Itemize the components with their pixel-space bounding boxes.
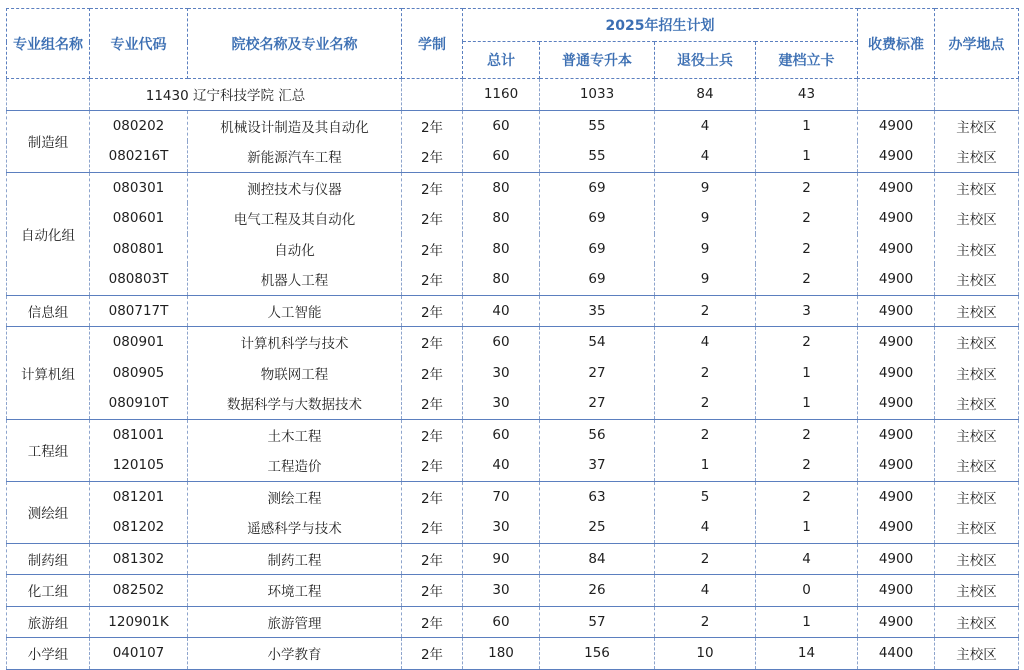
total-cell: 30 — [463, 575, 540, 607]
summary-empty-cell — [935, 79, 1019, 111]
total-cell: 30 — [463, 358, 540, 389]
table-row — [7, 141, 1019, 172]
duration-cell: 2年 — [402, 388, 463, 419]
duration-cell: 2年 — [402, 575, 463, 607]
regular-cell: 37 — [540, 450, 655, 481]
regular-cell: 69 — [540, 234, 655, 265]
tuition-cell: 4900 — [858, 606, 935, 638]
major-code-cell: 040107 — [90, 638, 188, 670]
duration-cell: 2年 — [402, 327, 463, 358]
veterans-cell: 5 — [655, 481, 756, 512]
tuition-cell: 4900 — [858, 388, 935, 419]
regular-cell: 69 — [540, 172, 655, 203]
table-row — [7, 638, 1019, 670]
total-cell: 60 — [463, 327, 540, 358]
tuition-cell: 4900 — [858, 172, 935, 203]
major-name-cell: 数据科学与大数据技术 — [188, 388, 402, 419]
total-cell: 90 — [463, 543, 540, 575]
duration-cell: 2年 — [402, 358, 463, 389]
header-regular: 普通专升本 — [540, 42, 655, 79]
tuition-cell: 4900 — [858, 358, 935, 389]
regular-cell: 57 — [540, 606, 655, 638]
veterans-cell: 9 — [655, 264, 756, 295]
tuition-cell: 4900 — [858, 575, 935, 607]
table-row — [7, 481, 1019, 512]
poverty-cell: 2 — [756, 264, 858, 295]
veterans-cell: 4 — [655, 327, 756, 358]
veterans-cell: 4 — [655, 512, 756, 543]
location-cell: 主校区 — [935, 481, 1019, 512]
poverty-cell: 2 — [756, 481, 858, 512]
regular-cell: 25 — [540, 512, 655, 543]
header-poverty: 建档立卡 — [756, 42, 858, 79]
summary-row — [7, 79, 1019, 111]
duration-cell: 2年 — [402, 543, 463, 575]
duration-cell: 2年 — [402, 638, 463, 670]
table-row — [7, 203, 1019, 234]
poverty-cell: 2 — [756, 172, 858, 203]
table-row — [7, 512, 1019, 543]
total-cell: 60 — [463, 419, 540, 450]
location-cell: 主校区 — [935, 638, 1019, 670]
group-name-cell: 制药组 — [7, 543, 90, 575]
major-name-cell: 旅游管理 — [188, 606, 402, 638]
veterans-cell: 9 — [655, 234, 756, 265]
major-code-cell: 080905 — [90, 358, 188, 389]
summary-veterans: 84 — [655, 79, 756, 111]
major-code-cell: 080803T — [90, 264, 188, 295]
major-name-cell: 电气工程及其自动化 — [188, 203, 402, 234]
veterans-cell: 2 — [655, 419, 756, 450]
tuition-cell: 4900 — [858, 543, 935, 575]
major-name-cell: 机械设计制造及其自动化 — [188, 110, 402, 141]
regular-cell: 69 — [540, 203, 655, 234]
regular-cell: 54 — [540, 327, 655, 358]
veterans-cell: 4 — [655, 110, 756, 141]
veterans-cell: 2 — [655, 358, 756, 389]
poverty-cell: 2 — [756, 203, 858, 234]
table-row — [7, 419, 1019, 450]
group-name-cell: 工程组 — [7, 419, 90, 481]
major-name-cell: 制药工程 — [188, 543, 402, 575]
major-name-cell: 土木工程 — [188, 419, 402, 450]
total-cell: 180 — [463, 638, 540, 670]
location-cell: 主校区 — [935, 419, 1019, 450]
major-code-cell: 080901 — [90, 327, 188, 358]
location-cell: 主校区 — [935, 358, 1019, 389]
total-cell: 70 — [463, 481, 540, 512]
total-cell: 40 — [463, 450, 540, 481]
duration-cell: 2年 — [402, 481, 463, 512]
location-cell: 主校区 — [935, 203, 1019, 234]
major-code-cell: 081001 — [90, 419, 188, 450]
veterans-cell: 1 — [655, 450, 756, 481]
table-row — [7, 295, 1019, 327]
tuition-cell: 4900 — [858, 141, 935, 172]
summary-total: 1160 — [463, 79, 540, 111]
poverty-cell: 2 — [756, 234, 858, 265]
tuition-cell: 4900 — [858, 450, 935, 481]
major-name-cell: 机器人工程 — [188, 264, 402, 295]
total-cell: 60 — [463, 141, 540, 172]
major-code-cell: 080910T — [90, 388, 188, 419]
regular-cell: 84 — [540, 543, 655, 575]
regular-cell: 35 — [540, 295, 655, 327]
table-row — [7, 264, 1019, 295]
table-header — [7, 9, 1019, 79]
veterans-cell: 4 — [655, 575, 756, 607]
major-name-cell: 人工智能 — [188, 295, 402, 327]
total-cell: 80 — [463, 264, 540, 295]
poverty-cell: 1 — [756, 606, 858, 638]
major-name-cell: 自动化 — [188, 234, 402, 265]
tuition-cell: 4900 — [858, 481, 935, 512]
table-row — [7, 358, 1019, 389]
location-cell: 主校区 — [935, 512, 1019, 543]
major-name-cell: 小学教育 — [188, 638, 402, 670]
veterans-cell: 9 — [655, 172, 756, 203]
veterans-cell: 10 — [655, 638, 756, 670]
group-name-cell: 制造组 — [7, 110, 90, 172]
major-name-cell: 新能源汽车工程 — [188, 141, 402, 172]
major-name-cell: 测绘工程 — [188, 481, 402, 512]
table-row — [7, 543, 1019, 575]
veterans-cell: 4 — [655, 141, 756, 172]
header-location: 办学地点 — [935, 9, 1019, 79]
duration-cell: 2年 — [402, 234, 463, 265]
location-cell: 主校区 — [935, 606, 1019, 638]
header-major-code: 专业代码 — [90, 9, 188, 79]
major-name-cell: 工程造价 — [188, 450, 402, 481]
total-cell: 80 — [463, 172, 540, 203]
duration-cell: 2年 — [402, 172, 463, 203]
poverty-cell: 4 — [756, 543, 858, 575]
table-body — [7, 79, 1019, 670]
tuition-cell: 4900 — [858, 419, 935, 450]
duration-cell: 2年 — [402, 203, 463, 234]
regular-cell: 69 — [540, 264, 655, 295]
regular-cell: 26 — [540, 575, 655, 607]
regular-cell: 55 — [540, 110, 655, 141]
poverty-cell: 2 — [756, 327, 858, 358]
duration-cell: 2年 — [402, 264, 463, 295]
duration-cell: 2年 — [402, 450, 463, 481]
veterans-cell: 2 — [655, 606, 756, 638]
total-cell: 80 — [463, 234, 540, 265]
major-code-cell: 120105 — [90, 450, 188, 481]
table-row — [7, 606, 1019, 638]
location-cell: 主校区 — [935, 141, 1019, 172]
group-name-cell: 测绘组 — [7, 481, 90, 543]
group-name-cell: 旅游组 — [7, 606, 90, 638]
regular-cell: 63 — [540, 481, 655, 512]
summary-poverty: 43 — [756, 79, 858, 111]
header-duration: 学制 — [402, 9, 463, 79]
major-code-cell: 081201 — [90, 481, 188, 512]
total-cell: 30 — [463, 388, 540, 419]
regular-cell: 56 — [540, 419, 655, 450]
group-name-cell: 自动化组 — [7, 172, 90, 295]
location-cell: 主校区 — [935, 388, 1019, 419]
major-code-cell: 082502 — [90, 575, 188, 607]
group-name-cell: 化工组 — [7, 575, 90, 607]
duration-cell: 2年 — [402, 141, 463, 172]
total-cell: 60 — [463, 110, 540, 141]
total-cell: 60 — [463, 606, 540, 638]
summary-empty-cell — [402, 79, 463, 111]
total-cell: 40 — [463, 295, 540, 327]
tuition-cell: 4400 — [858, 638, 935, 670]
poverty-cell: 2 — [756, 450, 858, 481]
duration-cell: 2年 — [402, 419, 463, 450]
location-cell: 主校区 — [935, 450, 1019, 481]
table-row — [7, 234, 1019, 265]
group-name-cell: 小学组 — [7, 638, 90, 670]
table-row — [7, 172, 1019, 203]
major-code-cell: 080717T — [90, 295, 188, 327]
poverty-cell: 1 — [756, 110, 858, 141]
tuition-cell: 4900 — [858, 110, 935, 141]
summary-regular: 1033 — [540, 79, 655, 111]
header-school-major: 院校名称及专业名称 — [188, 9, 402, 79]
major-name-cell: 计算机科学与技术 — [188, 327, 402, 358]
regular-cell: 27 — [540, 388, 655, 419]
veterans-cell: 9 — [655, 203, 756, 234]
tuition-cell: 4900 — [858, 234, 935, 265]
summary-empty-cell — [858, 79, 935, 111]
poverty-cell: 1 — [756, 358, 858, 389]
summary-school: 11430 辽宁科技学院 汇总 — [90, 79, 402, 111]
header-total: 总计 — [463, 42, 540, 79]
duration-cell: 2年 — [402, 110, 463, 141]
poverty-cell: 3 — [756, 295, 858, 327]
major-name-cell: 环境工程 — [188, 575, 402, 607]
table-row — [7, 450, 1019, 481]
header-tuition: 收费标准 — [858, 9, 935, 79]
veterans-cell: 2 — [655, 388, 756, 419]
veterans-cell: 2 — [655, 543, 756, 575]
poverty-cell: 1 — [756, 141, 858, 172]
major-code-cell: 080801 — [90, 234, 188, 265]
regular-cell: 27 — [540, 358, 655, 389]
group-name-cell: 计算机组 — [7, 327, 90, 420]
location-cell: 主校区 — [935, 543, 1019, 575]
total-cell: 30 — [463, 512, 540, 543]
major-code-cell: 120901K — [90, 606, 188, 638]
major-code-cell: 080216T — [90, 141, 188, 172]
veterans-cell: 2 — [655, 295, 756, 327]
duration-cell: 2年 — [402, 606, 463, 638]
tuition-cell: 4900 — [858, 203, 935, 234]
major-name-cell: 遥感科学与技术 — [188, 512, 402, 543]
major-code-cell: 080601 — [90, 203, 188, 234]
summary-empty-cell — [7, 79, 90, 111]
location-cell: 主校区 — [935, 110, 1019, 141]
header-plan-title: 2025年招生计划 — [463, 9, 858, 42]
table-row — [7, 575, 1019, 607]
enrollment-plan-table — [6, 8, 1019, 670]
table-row — [7, 110, 1019, 141]
major-name-cell: 物联网工程 — [188, 358, 402, 389]
location-cell: 主校区 — [935, 327, 1019, 358]
tuition-cell: 4900 — [858, 295, 935, 327]
poverty-cell: 0 — [756, 575, 858, 607]
duration-cell: 2年 — [402, 295, 463, 327]
duration-cell: 2年 — [402, 512, 463, 543]
tuition-cell: 4900 — [858, 512, 935, 543]
header-veterans: 退役士兵 — [655, 42, 756, 79]
regular-cell: 55 — [540, 141, 655, 172]
group-name-cell: 信息组 — [7, 295, 90, 327]
table-row — [7, 327, 1019, 358]
location-cell: 主校区 — [935, 264, 1019, 295]
table-row — [7, 388, 1019, 419]
total-cell: 80 — [463, 203, 540, 234]
major-code-cell: 080301 — [90, 172, 188, 203]
major-code-cell: 081302 — [90, 543, 188, 575]
location-cell: 主校区 — [935, 295, 1019, 327]
tuition-cell: 4900 — [858, 264, 935, 295]
major-code-cell: 080202 — [90, 110, 188, 141]
location-cell: 主校区 — [935, 575, 1019, 607]
tuition-cell: 4900 — [858, 327, 935, 358]
header-group-name: 专业组名称 — [7, 9, 90, 79]
location-cell: 主校区 — [935, 172, 1019, 203]
poverty-cell: 14 — [756, 638, 858, 670]
major-name-cell: 测控技术与仪器 — [188, 172, 402, 203]
regular-cell: 156 — [540, 638, 655, 670]
poverty-cell: 2 — [756, 419, 858, 450]
major-code-cell: 081202 — [90, 512, 188, 543]
location-cell: 主校区 — [935, 234, 1019, 265]
poverty-cell: 1 — [756, 512, 858, 543]
poverty-cell: 1 — [756, 388, 858, 419]
